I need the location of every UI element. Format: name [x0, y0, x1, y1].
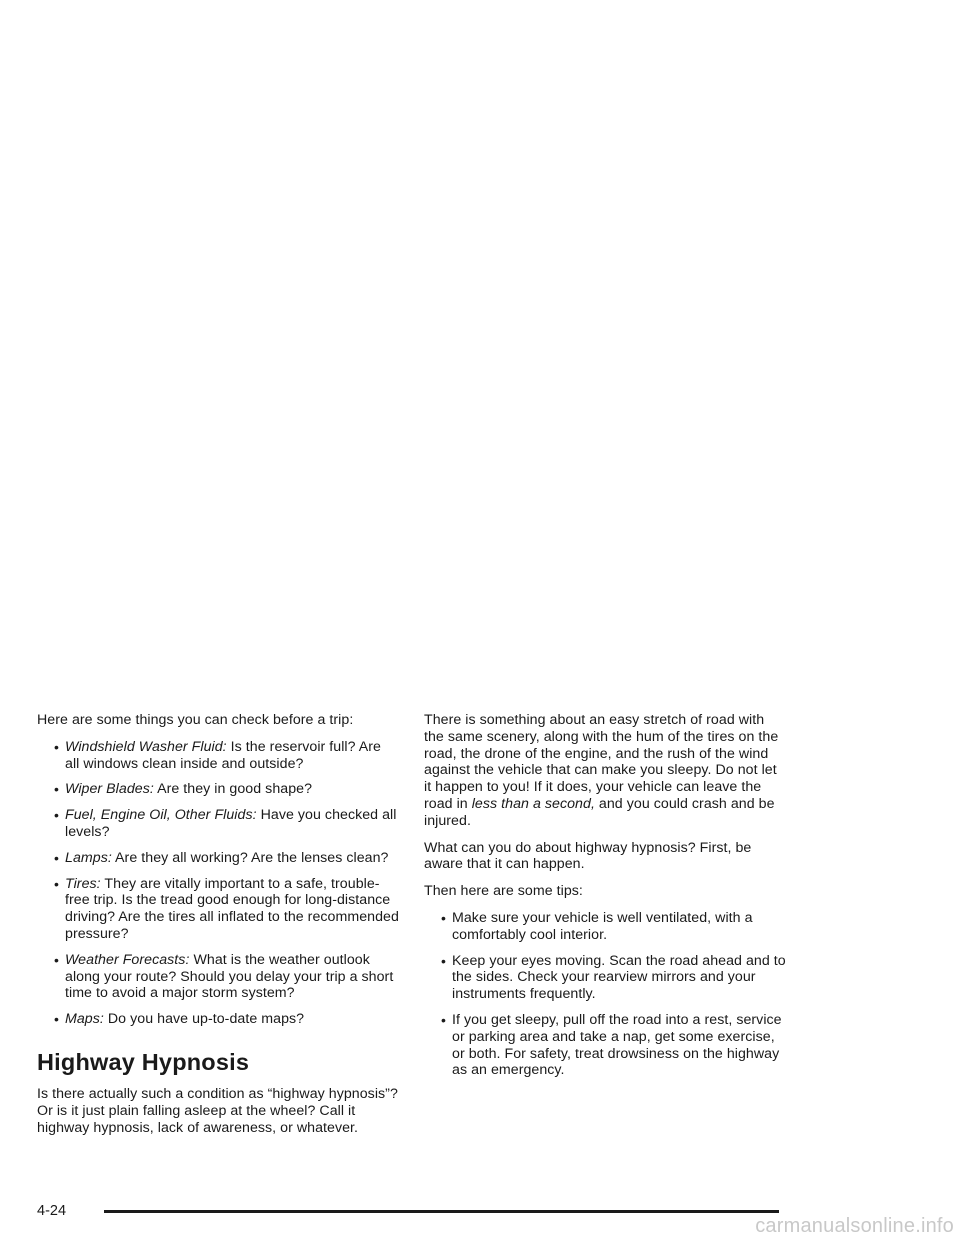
page-number: 4-24: [37, 1203, 67, 1219]
tip-text: Make sure your vehicle is well ventilated, with a comfortably cool interior.: [452, 909, 753, 943]
bullet-icon: •: [441, 952, 446, 969]
bullet-icon: •: [54, 849, 59, 866]
checklist-text: Do you have up-to-date maps?: [107, 1011, 305, 1028]
body-paragraph: Then here are some tips:: [424, 883, 583, 900]
checklist-term: Fuel, Engine Oil, Other Fluids:: [65, 807, 257, 824]
bullet-icon: •: [441, 909, 446, 926]
checklist-text: What is the weather outlook along your route? Should you delay your trip a short time to avoid a major storm system?: [65, 951, 394, 1002]
bullet-icon: •: [54, 951, 59, 968]
bullet-icon: •: [54, 1011, 59, 1028]
checklist-item: [37, 952, 399, 1002]
checklist-term: Lamps:: [65, 849, 112, 866]
checklist-item: [37, 739, 399, 773]
right-column: [424, 712, 786, 1088]
body-text: There is something about an easy stretch of road with the same scenery, along with the hum of the tires on the road, the drone of the engine, and the rush of the wind against the vehicle that can make you sleepy. Do not let it happen to you! If it does, your vehicle can leave the road in: [424, 712, 779, 812]
checklist-term: Weather Forecasts:: [65, 951, 190, 968]
body-paragraph: [424, 712, 786, 830]
tip-item: [424, 1012, 786, 1079]
tip-text: Keep your eyes moving. Scan the road ahead and to the sides. Check your rearview mirrors and your instruments frequently.: [452, 952, 786, 1003]
checklist-term: Maps:: [65, 1011, 104, 1028]
emphasis-text: less than a second,: [471, 795, 595, 812]
checklist-term: Windshield Washer Fluid:: [65, 738, 227, 755]
tip-text: If you get sleepy, pull off the road into a rest, service or parking area and take a nap, get some exercise, or both. For safety, treat drowsiness on the highway as an emergency.: [452, 1011, 782, 1079]
section-heading: Highway Hypnosis: [37, 1048, 250, 1075]
checklist-text: Is the reservoir full? Are all windows clean inside and outside?: [65, 738, 382, 772]
tips-list: [424, 910, 786, 1079]
tip-item: [424, 953, 786, 1003]
bullet-icon: •: [441, 1011, 446, 1028]
checklist-text: They are vitally important to a safe, trouble-free trip. Is the tread good enough for long-distance driving? Are the tires all inflated to the recommended pressure?: [65, 875, 399, 942]
pre-trip-checklist: [37, 739, 399, 1028]
body-paragraph: What can you do about highway hypnosis? First, be aware that it can happen.: [424, 839, 752, 873]
left-column: [37, 712, 399, 1146]
bullet-icon: •: [54, 875, 59, 892]
tip-item: [424, 910, 786, 944]
checklist-intro: Here are some things you can check before a trip:: [37, 712, 354, 728]
footer-rule: [104, 1210, 779, 1213]
checklist-item: [37, 781, 399, 798]
checklist-item: [37, 807, 399, 841]
checklist-item: [37, 1011, 399, 1028]
checklist-text: Have you checked all levels?: [65, 807, 397, 840]
bullet-icon: •: [54, 807, 59, 824]
watermark: carmanualsonline.info: [755, 1215, 954, 1237]
body-paragraph: Is there actually such a condition as “highway hypnosis”? Or is it just plain falling asleep at the wheel? Call it highway hypnosis, lack of awareness, or whatever.: [37, 1085, 398, 1136]
bullet-icon: •: [54, 781, 59, 798]
bullet-icon: •: [54, 738, 59, 755]
checklist-text: Are they in good shape?: [157, 781, 313, 798]
checklist-term: Wiper Blades:: [65, 781, 154, 798]
checklist-text: Are they all working? Are the lenses clean?: [115, 849, 389, 866]
checklist-item: [37, 850, 399, 867]
checklist-term: Tires:: [65, 875, 101, 892]
body-text: and you could crash and be injured.: [424, 795, 775, 829]
checklist-item: [37, 876, 399, 943]
